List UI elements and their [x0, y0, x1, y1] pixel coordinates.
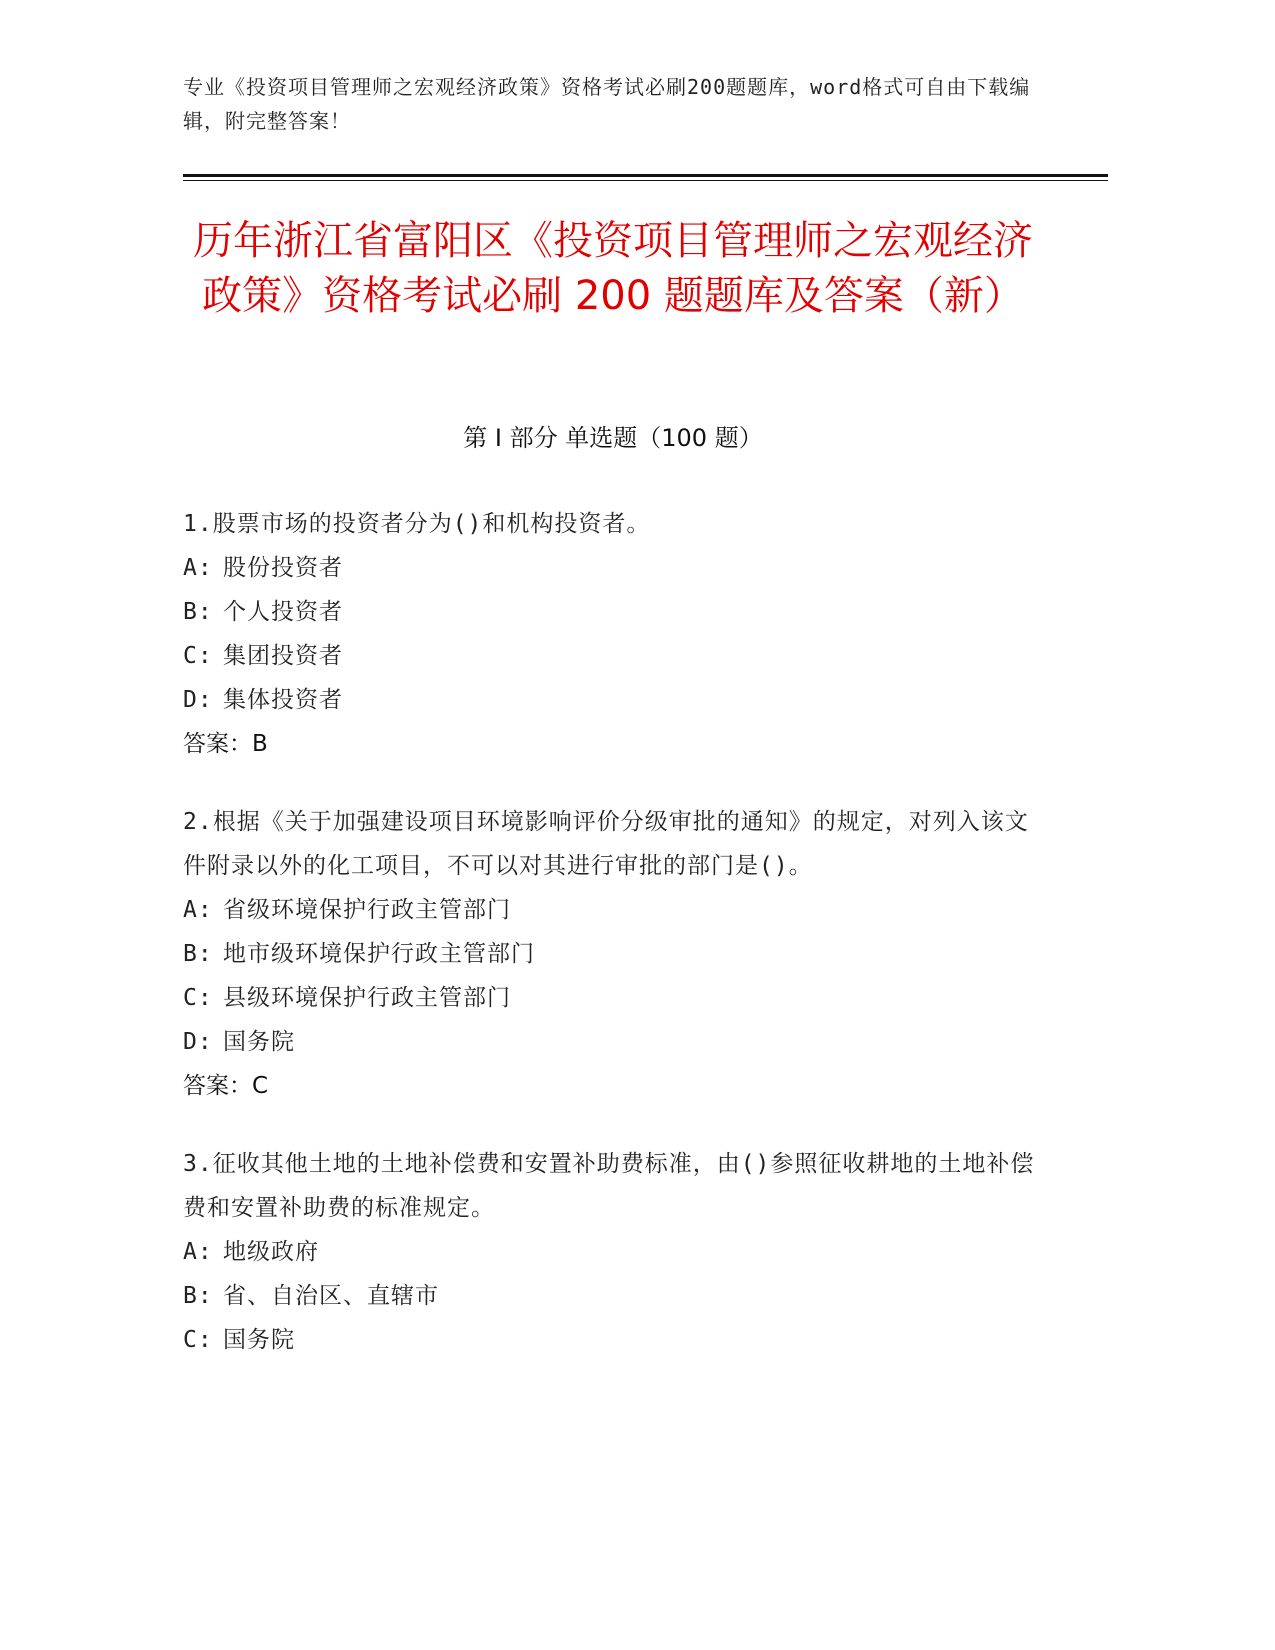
option-letter: A:: [183, 1239, 213, 1265]
question-3: [183, 1142, 1043, 1362]
question-stem: 3.征收其他土地的土地补偿费和安置补助费标准，由()参照征收耕地的土地补偿费和安置补助费的标准规定。: [183, 1151, 1035, 1221]
question-list: [183, 502, 1043, 1396]
option-c: [183, 1318, 1043, 1362]
header-divider-thin: [183, 180, 1108, 181]
option-letter: A:: [183, 555, 213, 581]
header-divider-thick: [183, 174, 1108, 177]
option-b: [183, 1274, 1043, 1318]
option-letter: A:: [183, 897, 213, 923]
option-text: 县级环境保护行政主管部门: [223, 985, 511, 1011]
option-text: 股份投资者: [223, 555, 343, 581]
option-a: [183, 888, 1043, 932]
option-c: [183, 976, 1043, 1020]
option-letter: D:: [183, 687, 213, 713]
option-letter: B:: [183, 1283, 213, 1309]
option-text: 国务院: [223, 1327, 295, 1353]
option-text: 省、自治区、直辖市: [223, 1283, 439, 1309]
option-b: [183, 590, 1043, 634]
option-c: [183, 634, 1043, 678]
option-letter: C:: [183, 985, 213, 1011]
option-a: [183, 546, 1043, 590]
option-text: 集团投资者: [223, 643, 343, 669]
option-a: [183, 1230, 1043, 1274]
document-title: 历年浙江省富阳区《投资项目管理师之宏观经济政策》资格考试必刷 200 题题库及答案（新）: [193, 218, 1033, 319]
option-b: [183, 932, 1043, 976]
option-letter: C:: [183, 1327, 213, 1353]
option-text: 国务院: [223, 1029, 295, 1055]
option-text: 个人投资者: [223, 599, 343, 625]
option-d: [183, 1020, 1043, 1064]
option-letter: D:: [183, 1029, 213, 1055]
question-stem: 2.根据《关于加强建设项目环境影响评价分级审批的通知》的规定，对列入该文件附录以外的化工项目，不可以对其进行审批的部门是()。: [183, 809, 1029, 879]
option-letter: C:: [183, 643, 213, 669]
option-text: 集体投资者: [223, 687, 343, 713]
section-heading: 第 I 部分 单选题（100 题）: [463, 424, 763, 452]
option-letter: B:: [183, 941, 213, 967]
option-text: 地市级环境保护行政主管部门: [223, 941, 535, 967]
header-note: 专业《投资项目管理师之宏观经济政策》资格考试必刷200题题库，word格式可自由下载编辑，附完整答案！: [183, 75, 1031, 133]
question-stem: 1.股票市场的投资者分为()和机构投资者。: [183, 511, 651, 537]
answer-label: 答案：C: [183, 1073, 269, 1099]
question-1: [183, 502, 1043, 766]
option-text: 省级环境保护行政主管部门: [223, 897, 511, 923]
option-letter: B:: [183, 599, 213, 625]
answer-label: 答案：B: [183, 731, 268, 757]
option-text: 地级政府: [223, 1239, 319, 1265]
option-d: [183, 678, 1043, 722]
question-2: [183, 800, 1043, 1108]
